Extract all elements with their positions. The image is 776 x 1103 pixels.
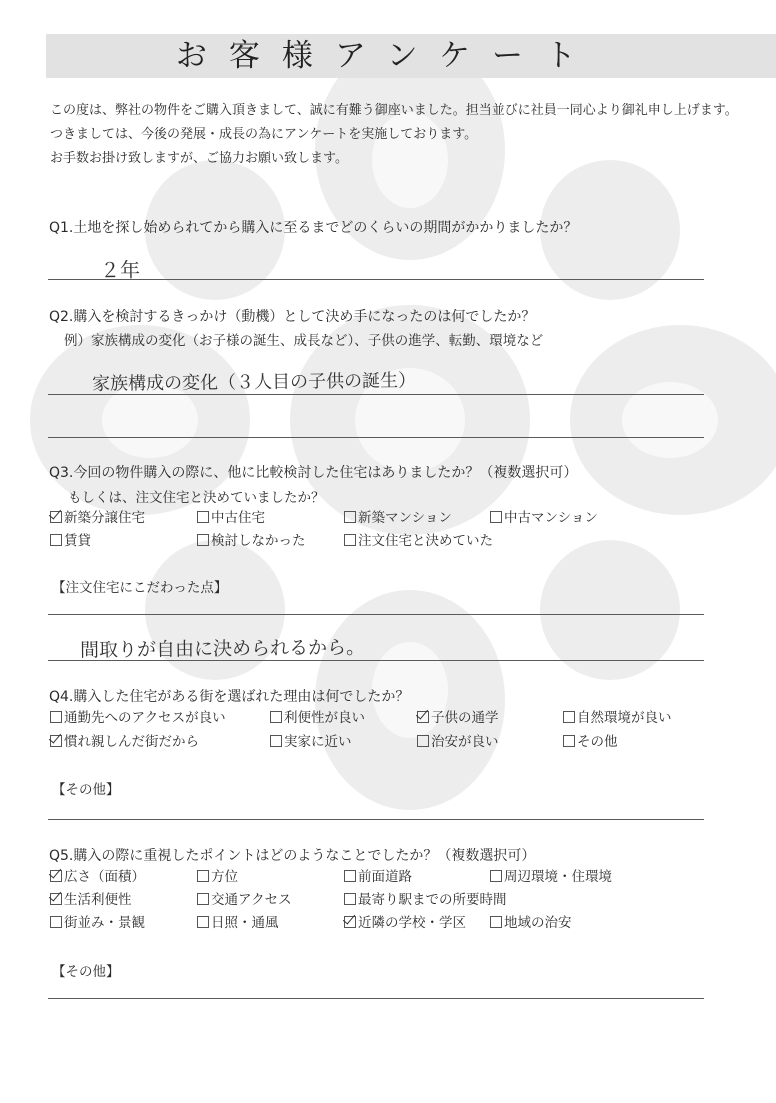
checkbox-checked[interactable] bbox=[50, 735, 62, 747]
q2-question: Q2.購入を検討するきっかけ（動機）として決め手になったのは何でしたか？ bbox=[49, 309, 536, 325]
intro-line-3: お手数お掛け致しますが、ご協力お願い致します。 bbox=[50, 151, 348, 166]
q5-option-living-convenience[interactable]: 生活利便性 bbox=[50, 891, 132, 909]
checkbox[interactable] bbox=[344, 534, 356, 546]
q4-other-line bbox=[48, 819, 704, 820]
q3-option-custom-house[interactable]: 注文住宅と決めていた bbox=[344, 532, 493, 550]
q4-option-school-commute[interactable]: 子供の通学 bbox=[417, 709, 499, 727]
q4-question: Q4.購入した住宅がある街を選ばれた理由は何でしたか？ bbox=[49, 689, 410, 705]
checkbox[interactable] bbox=[417, 735, 429, 747]
q1-question: Q1.土地を探し始められてから購入に至るまでどのくらいの期間がかかりましたか？ bbox=[49, 220, 578, 236]
checkbox[interactable] bbox=[50, 711, 62, 723]
q1-answer-line bbox=[48, 279, 704, 280]
q5-option-front-road[interactable]: 前面道路 bbox=[344, 868, 412, 886]
q2-answer-line-1 bbox=[48, 394, 704, 395]
q3-option-rental[interactable]: 賃貸 bbox=[50, 532, 91, 550]
checkbox[interactable] bbox=[344, 511, 356, 523]
q3-option-new-mansion[interactable]: 新築マンション bbox=[344, 509, 452, 527]
q4-option-near-parents[interactable]: 実家に近い bbox=[270, 733, 352, 751]
q3-option-used-house[interactable]: 中古住宅 bbox=[197, 509, 265, 527]
q5-other-line bbox=[48, 998, 704, 999]
q5-option-area[interactable]: 広さ（面積） bbox=[50, 868, 145, 886]
q3-note-label: 【注文住宅にこだわった点】 bbox=[52, 580, 228, 596]
q5-option-area-safety[interactable]: 地域の治安 bbox=[490, 914, 572, 932]
checkbox[interactable] bbox=[270, 735, 282, 747]
q5-option-sunlight[interactable]: 日照・通風 bbox=[197, 914, 279, 932]
checkbox-checked[interactable] bbox=[50, 511, 62, 523]
checkbox[interactable] bbox=[50, 534, 62, 546]
checkbox[interactable] bbox=[197, 870, 209, 882]
checkbox-checked[interactable] bbox=[417, 711, 429, 723]
q4-other-label: 【その他】 bbox=[52, 782, 120, 798]
q5-option-station-time[interactable]: 最寄り駅までの所要時間 bbox=[344, 891, 507, 909]
q4-option-commute[interactable]: 通勤先へのアクセスが良い bbox=[50, 709, 226, 727]
q5-option-orientation[interactable]: 方位 bbox=[197, 868, 238, 886]
checkbox-checked[interactable] bbox=[50, 870, 62, 882]
q5-option-transport[interactable]: 交通アクセス bbox=[197, 891, 292, 909]
q3-note-answer: 間取りが自由に決められるから。 bbox=[79, 636, 366, 662]
checkbox[interactable] bbox=[197, 893, 209, 905]
q3-option-new-built[interactable]: 新築分譲住宅 bbox=[50, 509, 145, 527]
q3-option-not-considered[interactable]: 検討しなかった bbox=[197, 532, 306, 550]
checkbox[interactable] bbox=[490, 870, 502, 882]
q3-sub-question: もしくは、注文住宅と決めていましたか？ bbox=[68, 490, 325, 506]
q4-option-familiar-town[interactable]: 慣れ親しんだ街だから bbox=[50, 733, 199, 751]
checkbox[interactable] bbox=[344, 893, 356, 905]
q3-note-line-1 bbox=[48, 614, 704, 615]
checkbox[interactable] bbox=[197, 534, 209, 546]
q3-note-line-2 bbox=[48, 660, 704, 661]
q4-option-nature[interactable]: 自然環境が良い bbox=[563, 709, 672, 727]
q5-option-townscape[interactable]: 街並み・景観 bbox=[50, 914, 145, 932]
checkbox-checked[interactable] bbox=[344, 916, 356, 928]
q2-example: 例）家族構成の変化（お子様の誕生、成長など）、子供の進学、転勤、環境など bbox=[64, 333, 544, 349]
q2-answer: 家族構成の変化（３人目の子供の誕生） bbox=[91, 370, 417, 395]
q2-answer-line-2 bbox=[48, 437, 704, 438]
q4-option-safety[interactable]: 治安が良い bbox=[417, 733, 499, 751]
checkbox[interactable] bbox=[490, 511, 502, 523]
checkbox[interactable] bbox=[270, 711, 282, 723]
q1-answer: ２年 bbox=[99, 257, 141, 283]
q5-other-label: 【その他】 bbox=[52, 964, 120, 980]
checkbox[interactable] bbox=[563, 735, 575, 747]
q5-option-school-district[interactable]: 近隣の学校・学区 bbox=[344, 914, 466, 932]
checkbox-checked[interactable] bbox=[50, 893, 62, 905]
checkbox[interactable] bbox=[563, 711, 575, 723]
q4-option-convenience[interactable]: 利便性が良い bbox=[270, 709, 365, 727]
intro-line-2: つきましては、今後の発展・成長の為にアンケートを実施しております。 bbox=[50, 127, 478, 142]
checkbox[interactable] bbox=[490, 916, 502, 928]
checkbox[interactable] bbox=[197, 511, 209, 523]
q3-option-used-mansion[interactable]: 中古マンション bbox=[490, 509, 598, 527]
q5-question: Q5.購入の際に重視したポイントはどのようなことでしたか？（複数選択可） bbox=[49, 848, 536, 864]
q5-option-surroundings[interactable]: 周辺環境・住環境 bbox=[490, 868, 612, 886]
checkbox[interactable] bbox=[50, 916, 62, 928]
q3-question: Q3.今回の物件購入の際に、他に比較検討した住宅はありましたか？（複数選択可） bbox=[49, 465, 578, 481]
intro-line-1: この度は、弊社の物件をご購入頂きまして、誠に有難う御座いました。担当並びに社員一同心より御礼申し上げます。 bbox=[50, 103, 738, 118]
page-title: お客様アンケート bbox=[175, 38, 599, 74]
checkbox[interactable] bbox=[344, 870, 356, 882]
q4-option-other[interactable]: その他 bbox=[563, 733, 618, 751]
checkbox[interactable] bbox=[197, 916, 209, 928]
